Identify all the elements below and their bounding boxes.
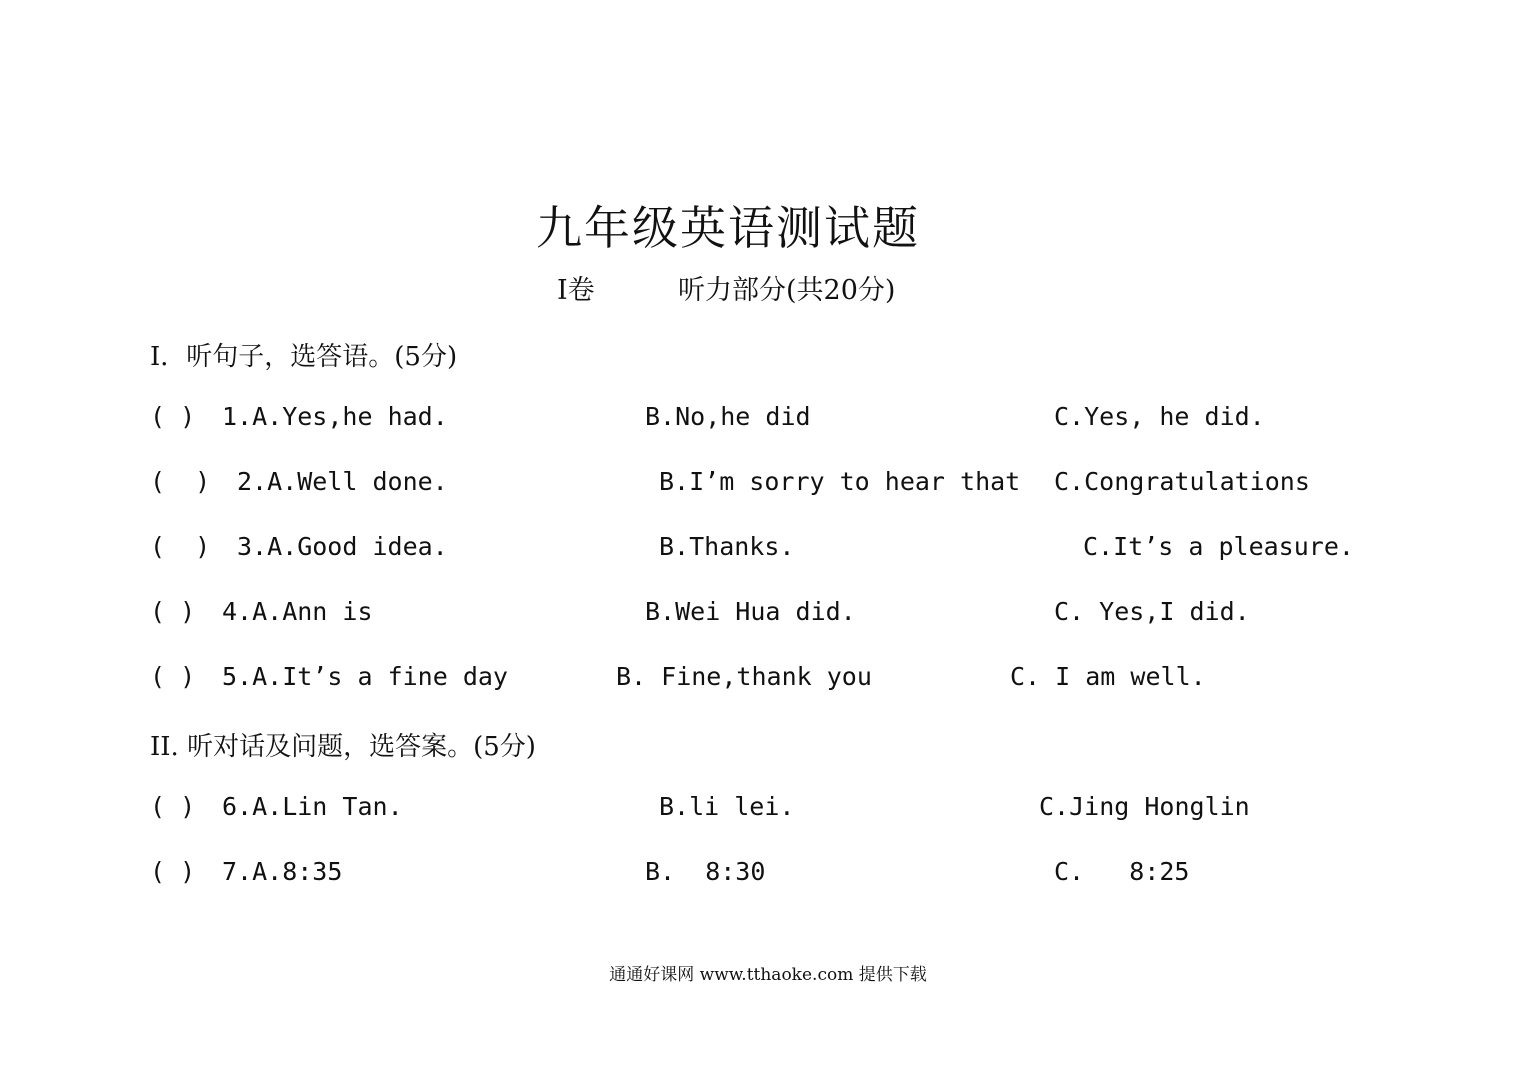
footer-watermark: 通通好课网 www.tthaoke.com 提供下载	[609, 965, 927, 985]
option-2b: B.I’m sorry to hear that	[659, 467, 1021, 496]
answer-bracket-1: ( )	[150, 402, 196, 431]
volume-label: I卷	[557, 275, 595, 306]
option-1c: C.Yes, he did.	[1054, 402, 1265, 431]
part-label: 听力部分(共20分)	[678, 275, 896, 306]
page-title: 九年级英语测试题	[536, 201, 920, 255]
option-1a: 1.A.Yes,he had.	[222, 402, 448, 431]
answer-bracket-6: ( )	[150, 792, 196, 821]
option-7b: B. 8:30	[645, 857, 766, 886]
option-7c: C. 8:25	[1054, 857, 1190, 886]
option-3b: B.Thanks.	[659, 532, 795, 561]
option-5c: C. I am well.	[1010, 662, 1206, 691]
answer-bracket-4: ( )	[150, 597, 196, 626]
option-5b: B. Fine,thank you	[616, 662, 872, 691]
option-3c: C.It’s a pleasure.	[1083, 532, 1354, 561]
option-7a: 7.A.8:35	[222, 857, 343, 886]
option-4c: C. Yes,I did.	[1054, 597, 1250, 626]
option-3a: 3.A.Good idea.	[237, 532, 448, 561]
option-6a: 6.A.Lin Tan.	[222, 792, 403, 821]
answer-bracket-5: ( )	[150, 662, 196, 691]
option-4a: 4.A.Ann is	[222, 597, 373, 626]
option-6b: B.li lei.	[659, 792, 795, 821]
option-2c: C.Congratulations	[1054, 467, 1310, 496]
option-2a: 2.A.Well done.	[237, 467, 448, 496]
answer-bracket-3: ( )	[150, 532, 211, 561]
option-5a: 5.A.It’s a fine day	[222, 662, 508, 691]
section-heading-2: II. 听对话及问题，选答案。(5分)	[150, 732, 536, 762]
answer-bracket-7: ( )	[150, 857, 196, 886]
option-6c: C.Jing Honglin	[1039, 792, 1250, 821]
section-heading-1: I．听句子，选答语。(5分)	[150, 342, 458, 372]
option-4b: B.Wei Hua did.	[645, 597, 856, 626]
answer-bracket-2: ( )	[150, 467, 211, 496]
option-1b: B.No,he did	[645, 402, 811, 431]
